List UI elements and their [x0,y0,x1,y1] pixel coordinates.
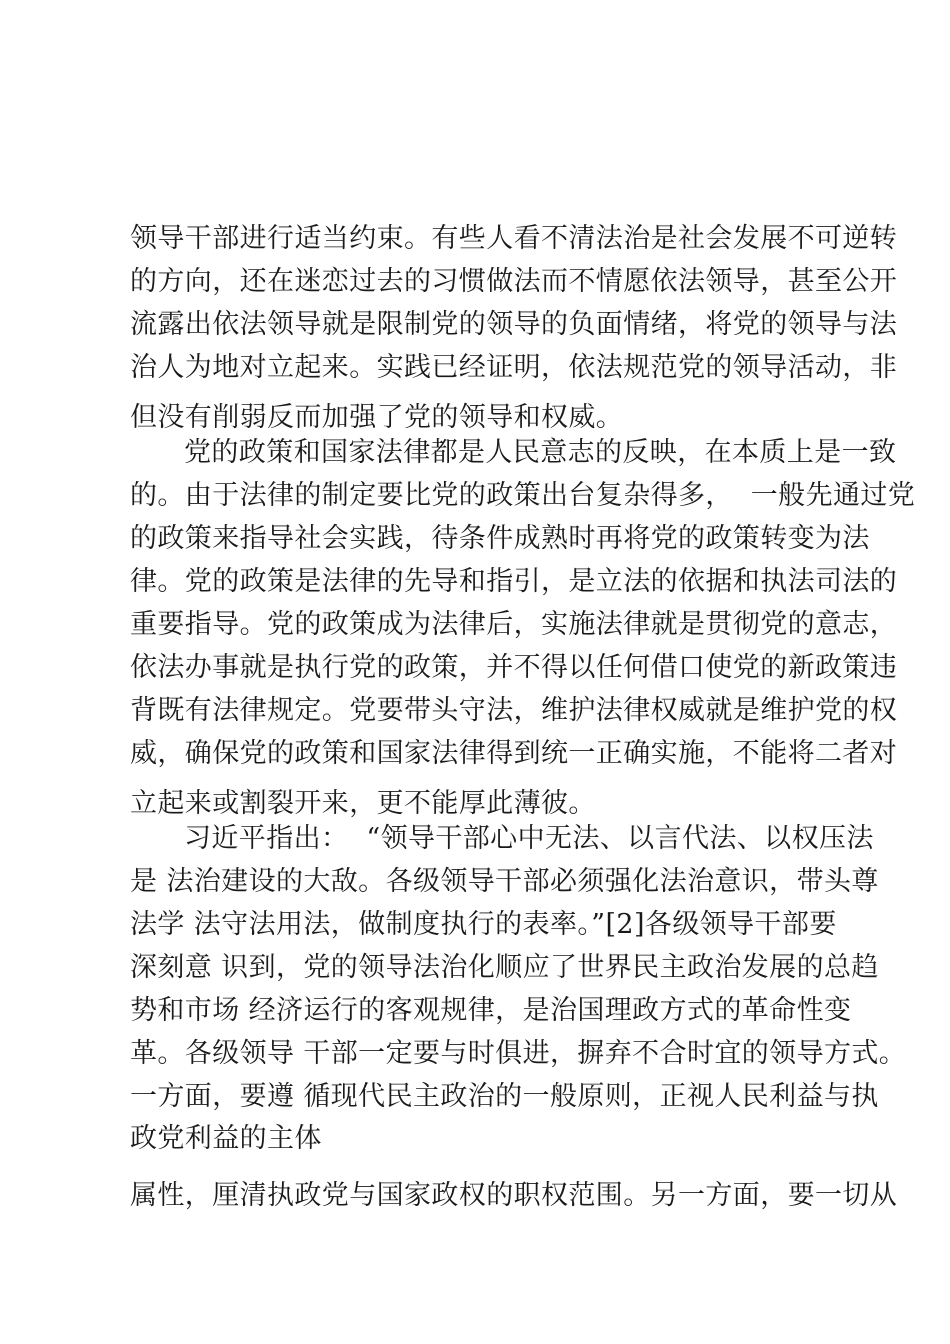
text-line: 重要指导。党的政策成为法律后，实施法律就是贯彻党的意志， [130,609,898,640]
text-line: 治人为地对立起来。实践已经证明，依法规范党的领导活动，非 [130,352,898,383]
text-line: 一方面，要遵 循现代民主政治的一般原则，正视人民利益与执 [130,1081,879,1112]
text-line: 威，确保党的政策和国家法律得到统一正确实施，不能将二者对 [130,738,898,769]
text-line: 政党利益的主体 [130,1123,322,1154]
text-line: 革。各级领导 干部一定要与时俱进，摒弃不合时宜的领导方式。 [130,1038,907,1069]
text-line: 领导干部进行适当约束。有些人看不清法治是社会发展不可逆转 [130,223,898,254]
text-line: 依法办事就是执行党的政策，并不得以任何借口使党的新政策违 [130,652,898,683]
text-line: 是 法治建设的大敌。各级领导干部必须强化法治意识，带头尊 [130,866,879,897]
text-line: 法学 法守法用法，做制度执行的表率。”[2]各级领导干部要 [130,909,837,940]
text-line: 势和市场 经济运行的客观规律，是治国理政方式的革命性变 [130,995,852,1026]
text-line: 律。党的政策是法律的先导和指引，是立法的依据和执法司法的 [130,566,898,597]
text-line: 流露出依法领导就是限制党的领导的负面情绪，将党的领导与法 [130,309,898,340]
text-line: 的。由于法律的制定要比党的政策出台复杂得多， 一般先通过党 [130,480,916,511]
text-line: 党的政策和国家法律都是人民意志的反映，在本质上是一致 [184,437,897,468]
text-line: 但没有削弱反而加强了党的领导和权威。 [130,402,624,433]
text-line: 的政策来指导社会实践，待条件成熟时再将党的政策转变为法 [130,523,870,554]
text-line: 立起来或割裂开来，更不能厚此薄彼。 [130,788,596,819]
text-line: 习近平指出： “领导干部心中无法、以言代法、以权压法 [184,823,874,854]
text-line: 深刻意 识到，党的领导法治化顺应了世界民主政治发展的总趋 [130,952,879,983]
text-line: 属性，厘清执政党与国家政权的职权范围。另一方面，要一切从 [130,1180,898,1211]
text-line: 的方向，还在迷恋过去的习惯做法而不情愿依法领导，甚至公开 [130,266,898,297]
text-line: 背既有法律规定。党要带头守法，维护法律权威就是维护党的权 [130,695,898,726]
